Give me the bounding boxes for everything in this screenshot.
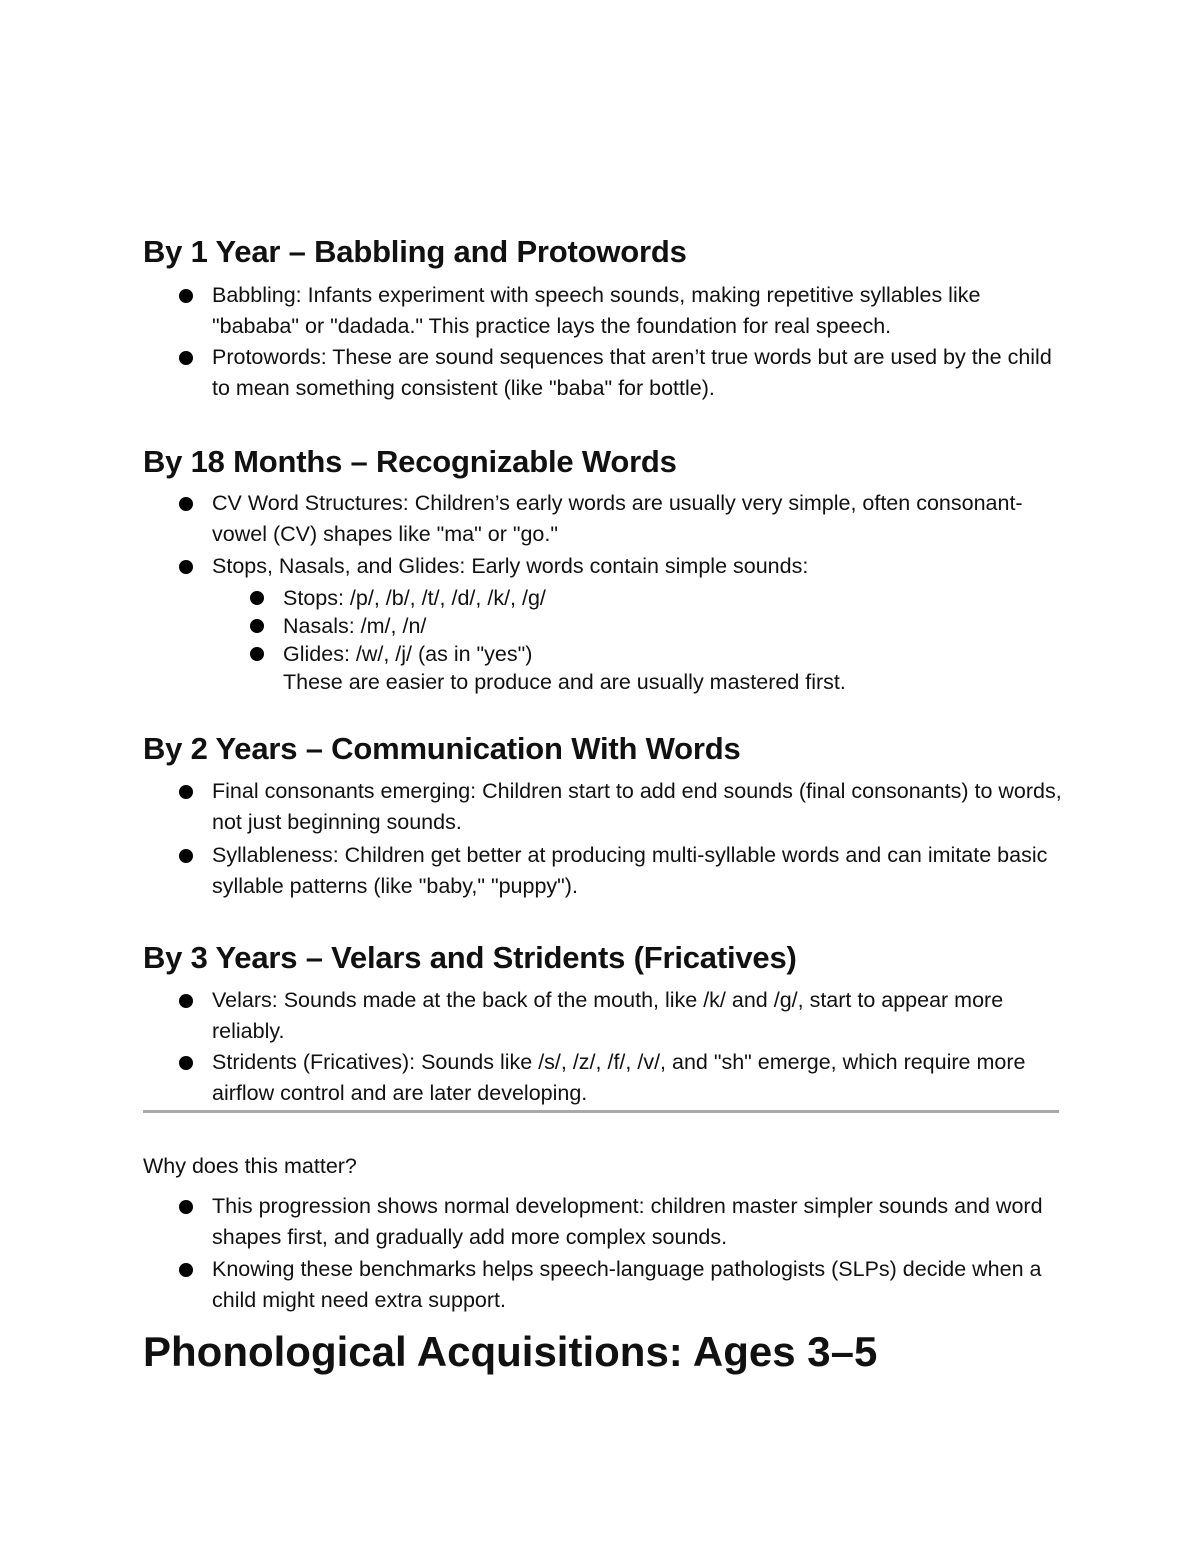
section-heading-3-years: By 3 Years – Velars and Stridents (Fricatives) [143,940,797,975]
list-item: Knowing these benchmarks helps speech-language pathologists (SLPs) decide when a child might need extra support. [212,1254,1072,1316]
bullet-icon [179,849,193,863]
section-heading-2-years: By 2 Years – Communication With Words [143,731,741,766]
section-heading-1-year: By 1 Year – Babbling and Protowords [143,234,687,269]
bullet-icon [179,785,193,799]
horizontal-divider [143,1110,1059,1113]
bullet-icon [250,591,264,605]
next-section-title: Phonological Acquisitions: Ages 3–5 [143,1328,878,1375]
bullet-icon [179,1263,193,1277]
list-item: Syllableness: Children get better at producing multi-syllable words and can imitate basic syllable patterns (like "baby," "puppy"). [212,840,1072,902]
list-item: Babbling: Infants experiment with speech sounds, making repetitive syllables like "bababa" or "dadada." This practice lays the foundation for real speech. [212,280,1072,342]
bullet-icon [179,289,193,303]
bullet-icon [179,351,193,365]
list-item: Stridents (Fricatives): Sounds like /s/, /z/, /f/, /v/, and "sh" emerge, which require more airflow control and are later developing. [212,1047,1072,1109]
bullet-icon [179,994,193,1008]
bullet-icon [179,497,193,511]
bullet-icon [179,1200,193,1214]
bullet-icon [250,647,264,661]
list-item: Protowords: These are sound sequences that aren’t true words but are used by the child to mean something consistent (like "baba" for bottle). [212,342,1072,404]
sub-list-note: These are easier to produce and are usually mastered first. [283,670,846,694]
bullet-icon [250,619,264,633]
list-item: This progression shows normal development: children master simpler sounds and word shapes first, and gradually add more complex sounds. [212,1191,1072,1253]
sub-list-item: Stops: /p/, /b/, /t/, /d/, /k/, /g/ [283,584,1063,612]
list-item: CV Word Structures: Children’s early words are usually very simple, often consonant-vowel (CV) shapes like "ma" or "go." [212,488,1072,550]
why-question: Why does this matter? [143,1154,357,1178]
list-item: Stops, Nasals, and Glides: Early words contain simple sounds: [212,551,1072,582]
bullet-icon [179,1056,193,1070]
list-item: Final consonants emerging: Children start to add end sounds (final consonants) to words, not just beginning sounds. [212,776,1072,838]
list-item: Velars: Sounds made at the back of the mouth, like /k/ and /g/, start to appear more reliably. [212,985,1072,1047]
sub-list-item: Nasals: /m/, /n/ [283,612,1063,640]
sub-list-item: Glides: /w/, /j/ (as in "yes") [283,640,1063,668]
section-heading-18-months: By 18 Months – Recognizable Words [143,444,677,479]
bullet-icon [179,560,193,574]
